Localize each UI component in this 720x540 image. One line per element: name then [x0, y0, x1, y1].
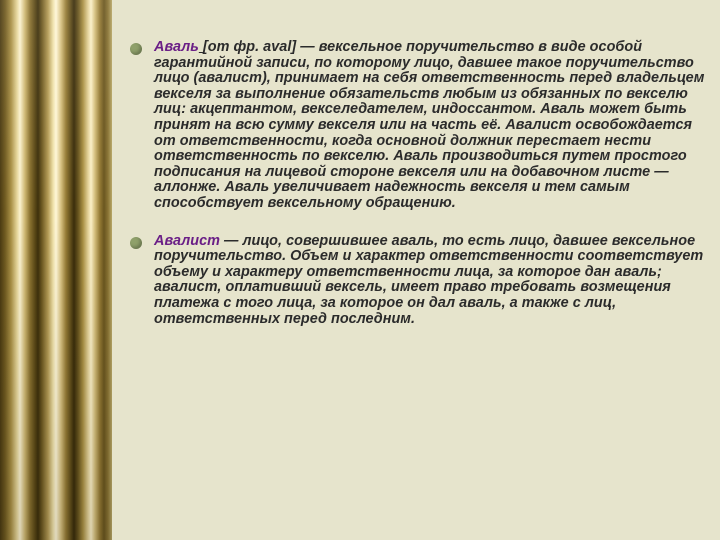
definition-avalist: — лицо, совершившее аваль, то есть лицо, давшее вексельное поручительство. Объем и характер ответственности соответствует объему и характеру ответственности лица, за которое дан аваль; авалист, оплативший вексель, имеет право требовать возмещения платежа с того лица, за которое он дал аваль, а также с лиц, ответственных перед последним. — [154, 232, 704, 327]
bullet-item-aval — [130, 40, 705, 212]
decorative-gold-stripes — [0, 0, 112, 540]
term-avalist: Авалист — [154, 232, 220, 249]
slide-content — [130, 40, 705, 327]
bullet-dot-icon — [130, 237, 142, 249]
term-aval: Аваль — [154, 39, 199, 55]
definition-aval: [от фр. aval] — вексельное поручительство в виде особой гарантийной записи, по которому лицо, давшее такое поручительство лицо (авалист), принимает на себя ответственность перед владельцем векселя за выполнение обязательств любым из обязанных по векселю лиц: акцептантом, векселедателем, индоссантом. Аваль может быть принят на всю сумму векселя или на часть её. Авалист освобождается от ответственности, когда основной должник перестает нести ответственность по векселю. Аваль производиться путем простого подписания на лицевой стороне векселя или на добавочном листе — аллонже. Аваль увеличивает надежность векселя и тем самым способствует вексельному обращению. — [154, 39, 705, 211]
bullet-item-avalist — [130, 234, 705, 328]
bullet-dot-icon — [130, 43, 142, 55]
